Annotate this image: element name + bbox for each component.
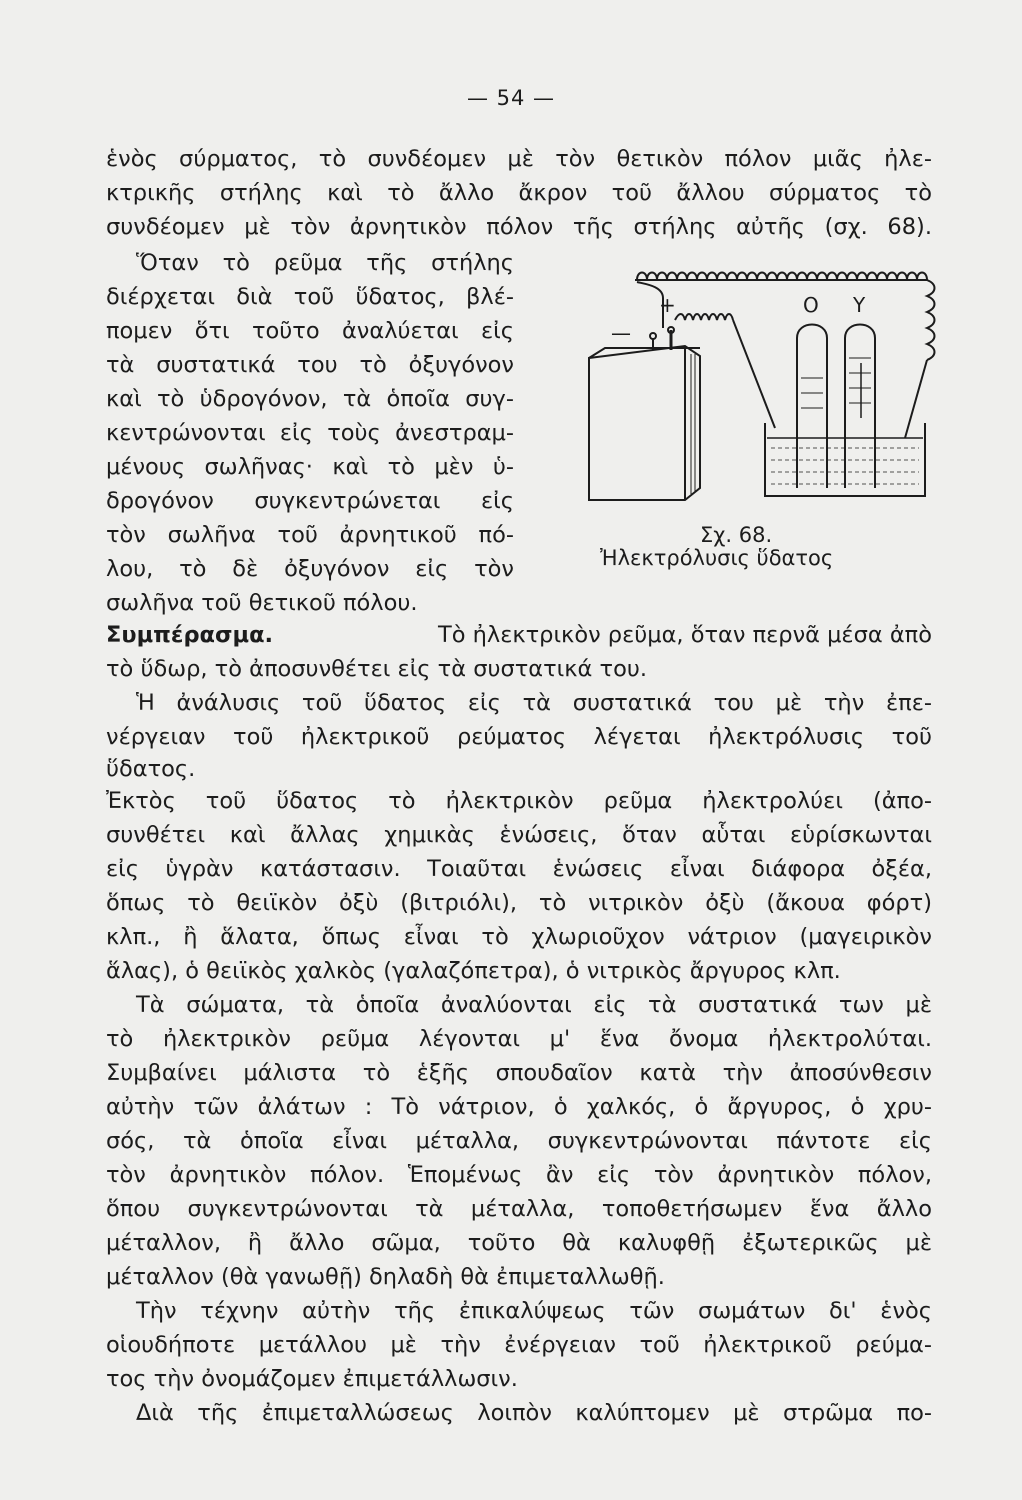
text-line: κεντρώνονται εἰς τοὺς ἀνεστραμ- — [106, 420, 514, 446]
text-line: ἑνὸς σύρματος, τὸ συνδέομεν μὲ τὸν θετικὸν πόλον μιᾶς ἠλε- — [106, 146, 932, 172]
conclusion-text: Τὸ ἠλεκτρικὸν ρεῦμα, ὅταν περνᾶ μέσα ἀπὸ — [437, 622, 932, 648]
oxygen-label: Ο — [803, 293, 819, 317]
text-line: αὐτὴν τῶν ἀλάτων : Τὸ νάτριον, ὁ χαλκός, ὁ ἄργυρος, ὁ χρυ- — [106, 1094, 932, 1120]
text-line: μέταλλον (θὰ γανωθῇ) δηλαδὴ θὰ ἐπιμεταλλωθῇ. — [106, 1264, 665, 1290]
text-line: κλπ., ἢ ἅλατα, ὅπως εἶναι τὸ χλωριοῦχον νάτριον (μαγειρικὸν — [106, 924, 932, 950]
text-line: τὸν ἀρνητικὸν πόλον. Ἑπομένως ἂν εἰς τὸν ἀρνητικὸν πόλον, — [106, 1162, 932, 1188]
page-number: — 54 — — [466, 86, 556, 110]
text-line: διέρχεται διὰ τοῦ ὕδατος, βλέ- — [106, 284, 514, 310]
text-line: τὰ συστατικά του τὸ ὀξυγόνον — [106, 352, 514, 378]
text-line: καὶ τὸ ὑδρογόνον, τὰ ὁποῖα συγ- — [106, 386, 514, 412]
text-line: νέργειαν τοῦ ἠλεκτρικοῦ ρεύματος λέγεται ἠλεκτρόλυσις τοῦ — [106, 724, 932, 750]
hydrogen-label: Υ — [853, 293, 866, 317]
text-line: λου, τὸ δὲ ὀξυγόνον εἰς τὸν — [106, 556, 514, 582]
electrolysis-figure — [575, 268, 945, 503]
text-line: εἰς ὑγρὰν κατάστασιν. Τοιαῦται ἑνώσεις εἶναι διάφορα ὀξέα, — [106, 856, 932, 882]
minus-sign: — — [611, 321, 631, 345]
test-tubes — [797, 325, 875, 489]
text-line: Τὰ σώματα, τὰ ὁποῖα ἀναλύονται εἰς τὰ συστατικά των μὲ — [136, 992, 932, 1018]
text-line: συνδέομεν μὲ τὸν ἀρνητικὸν πόλον τῆς στήλης αὐτῆς (σχ. 68). — [106, 214, 932, 240]
text-line: τὸν σωλῆνα τοῦ ἀρνητικοῦ πό- — [106, 522, 514, 548]
battery — [589, 327, 700, 500]
text-line: Τὴν τέχνην αὐτὴν τῆς ἐπικαλύψεως τῶν σωμάτων δι' ἑνὸς — [136, 1298, 932, 1324]
negative-coil — [675, 314, 733, 320]
text-line: Ὅταν τὸ ρεῦμα τῆς στήλης — [136, 250, 514, 276]
text-line: ὅπου συγκεντρώνονται τὰ μέταλλα, τοποθετήσωμεν ἕνα ἄλλο — [106, 1196, 932, 1222]
text-line: οἱουδήποτε μετάλλου μὲ τὴν ἐνέργειαν τοῦ ἠλεκτρικοῦ ρεύμα- — [106, 1332, 932, 1358]
text-line: τὸ ὕδωρ, τὸ ἀποσυνθέτει εἰς τὰ συστατικά του. — [106, 656, 647, 682]
text-line: Ἡ ἀνάλυσις τοῦ ὕδατος εἰς τὰ συστατικά του μὲ τὴν ἐπε- — [136, 690, 932, 716]
text-line: σωλῆνα τοῦ θετικοῦ πόλου. — [106, 590, 418, 616]
text-line: Ἐκτὸς τοῦ ὕδατος τὸ ἠλεκτρικὸν ρεῦμα ἠλεκτρολύει (ἀπο- — [106, 788, 932, 814]
text-line: Διὰ τῆς ἐπιμεταλλώσεως λοιπὸν καλύπτομεν μὲ στρῶμα πο- — [136, 1400, 932, 1426]
top-coil — [635, 273, 927, 281]
text-line: ὕδατος. — [106, 756, 196, 782]
text-line: πομεν ὅτι τοῦτο ἀναλύεται εἰς — [106, 318, 514, 344]
text-line: μένους σωλῆνας· καὶ τὸ μὲν ὑ- — [106, 454, 514, 480]
conclusion-heading: Συμπέρασμα. — [106, 622, 274, 648]
figure-caption: Ἠλεκτρόλυσις ὕδατος — [600, 546, 834, 570]
text-line: κτρικῆς στήλης καὶ τὸ ἄλλο ἄκρον τοῦ ἄλλου σύρματος τὸ — [106, 180, 932, 206]
text-line: τος τὴν ὀνομάζομεν ἐπιμετάλλωσιν. — [106, 1366, 518, 1392]
text-line: δρογόνον συγκεντρώνεται εἰς — [106, 488, 514, 514]
text-line: τὸ ἠλεκτρικὸν ρεῦμα λέγονται μ' ἕνα ὄνομα ἠλεκτρολύται. — [106, 1026, 932, 1052]
conclusion-line — [106, 618, 932, 652]
text-line: σός, τὰ ὁποῖα εἶναι μέταλλα, συγκεντρώνονται πάντοτε εἰς — [106, 1128, 932, 1154]
wire-to-hydrogen-tube — [733, 320, 775, 428]
text-line: συνθέτει καὶ ἄλλας χημικὰς ἑνώσεις, ὅταν αὗται εὑρίσκωνται — [106, 822, 932, 848]
figure-number: Σχ. 68. — [700, 523, 773, 547]
text-line: ὅπως τὸ θειϊκὸν ὀξὺ (βιτριόλι), τὸ νιτρικὸν ὀξὺ (ἄκουα φόρτ) — [106, 890, 932, 916]
side-coil — [927, 280, 935, 360]
wire-from-coil-to-oxygen-tube — [905, 360, 927, 438]
text-line: ἅλας), ὁ θειϊκὸς χαλκὸς (γαλαζόπετρα), ὁ νιτρικὸς ἄργυρος κλπ. — [106, 958, 841, 984]
text-line: Συμβαίνει μάλιστα τὸ ἑξῆς σπουδαῖον κατὰ τὴν ἀποσύνθεσιν — [106, 1060, 932, 1086]
plus-sign: + — [659, 293, 676, 317]
text-line: μέταλλον, ἢ ἄλλο σῶμα, τοῦτο θὰ καλυφθῇ ἐξωτερικῶς μὲ — [106, 1230, 932, 1256]
